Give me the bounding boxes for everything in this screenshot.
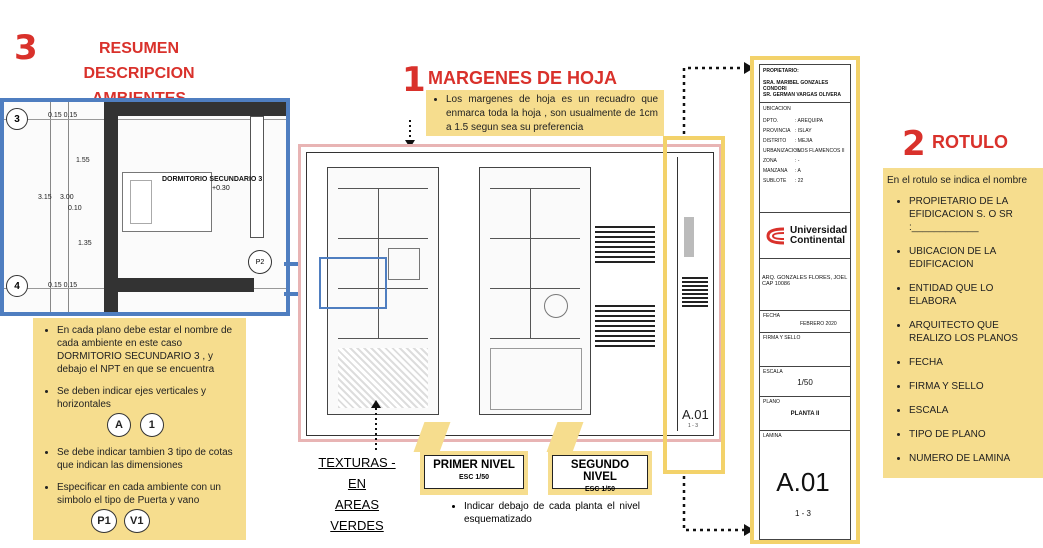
segundo-nivel-label-box bbox=[548, 451, 652, 495]
rotulo-item: • ARQUITECTO QUE REALIZO LOS PLANOS bbox=[909, 319, 1037, 345]
section2-number: 2 bbox=[902, 124, 926, 164]
university-logo-icon bbox=[764, 226, 788, 246]
door-symbol-v1: V1 bbox=[124, 509, 150, 533]
rotulo-arquitecto: ARQ. GONZALES FLORES, JOEL CAP 10086 bbox=[760, 259, 850, 311]
axis-examples bbox=[57, 413, 238, 437]
rotulo-item: • ESCALA bbox=[909, 404, 1037, 417]
primer-nivel-label-box bbox=[420, 451, 528, 495]
rotulo-propietario: PROPIETARIO: SRA. MARIBEL GONZALES CONDORI SR. GERMAN VARGAS OLIVERA bbox=[760, 65, 850, 103]
note-item-room-name: • En cada plano debe estar el nombre de cada ambiente en este caso DORMITORIO SECUNDARIO 3 , y debajo el NPT en que se encuentra bbox=[57, 324, 238, 376]
wall bbox=[104, 278, 254, 292]
detail-highlight-box bbox=[319, 257, 387, 309]
rotulo-item: • NUMERO DE LAMINA bbox=[909, 452, 1037, 465]
rotulo-inner bbox=[759, 64, 851, 540]
sheet-inner-frame bbox=[306, 152, 714, 436]
dimension-top: 0.15 0.15 bbox=[48, 112, 78, 119]
sheet-lamina-sub: 1 - 3 bbox=[688, 423, 699, 429]
rotulo-item: • TIPO DE PLANO bbox=[909, 428, 1037, 441]
axis-line-horizontal bbox=[4, 119, 290, 120]
note-item-dimensions: • Se debe indicar tambien 3 tipo de cotas que indican las dimensiones bbox=[57, 446, 238, 472]
sheet-lamina: A.01 bbox=[682, 407, 709, 422]
section1-title: MARGENES DE HOJA bbox=[428, 68, 618, 88]
rotulo-fecha: FECHA FEBRERO 2020 bbox=[760, 311, 850, 333]
rotulo-title-block bbox=[750, 56, 860, 544]
rotulo-fields: DPTO. : AREQUIPA PROVINCIA : ISLAY DISTRITO : MEJIA URBANIZACION : LOS FLAMENCOS II ZONA : - MANZANA : A SUBLOTE : 22 bbox=[763, 118, 845, 184]
axis-bubble-a: A bbox=[107, 413, 131, 437]
dotted-connector bbox=[672, 58, 756, 548]
university-logo: Universidad Continental bbox=[760, 213, 850, 259]
note-item-door-symbols: • Especificar en cada ambiente con un simbolo el tipo de Puerta y vano P1 V1 bbox=[57, 481, 238, 533]
texturas-pointer bbox=[366, 398, 386, 450]
schedule-table bbox=[595, 303, 655, 347]
second-floor-plan bbox=[479, 167, 591, 415]
rotulo-item: • ENTIDAD QUE LO ELABORA bbox=[909, 282, 1037, 308]
rotulo-item: • FECHA bbox=[909, 356, 1037, 369]
section1-number: 1 bbox=[402, 60, 426, 100]
rotulo-note-box bbox=[883, 168, 1043, 478]
rotulo-intro: En el rotulo se indica el nombre bbox=[887, 175, 1028, 186]
section1-note-text: • Los margenes de hoja es un recuadro que enmarca toda la hoja , son usualmente de 1cm a 1.5 segun sea su preferencia bbox=[446, 93, 658, 135]
dimension-2: 3.15 bbox=[38, 194, 52, 201]
section2-title: ROTULO bbox=[932, 132, 1008, 152]
segundo-nivel-scale: ESC 1/50 bbox=[585, 486, 615, 493]
axis-bubble-1: 1 bbox=[140, 413, 164, 437]
rotulo-firma: FIRMA Y SELLO bbox=[760, 333, 850, 367]
rotulo-lamina-number: A.01 bbox=[776, 467, 830, 497]
texturas-label: TEXTURAS - EN AREAS VERDES bbox=[318, 455, 396, 533]
segundo-nivel-title: SEGUNDO NIVEL bbox=[570, 459, 630, 483]
note-item-axes: • Se deben indicar ejes verticales y horizontales A 1 bbox=[57, 385, 238, 437]
primer-nivel-scale: ESC 1/50 bbox=[459, 474, 489, 481]
bottom-note: • Indicar debajo de cada planta el nivel esquematizado bbox=[450, 500, 640, 526]
section3-number: 3 bbox=[14, 28, 38, 68]
dimension-3: 3.00 bbox=[60, 194, 74, 201]
primer-nivel-title: PRIMER NIVEL bbox=[433, 459, 515, 471]
dimension-4: 0.10 bbox=[68, 205, 82, 212]
door-symbol-p1: P1 bbox=[91, 509, 117, 533]
axis-bubble-4: 4 bbox=[6, 275, 28, 297]
rotulo-item: • UBICACION DE LA EDIFICACION bbox=[909, 245, 1037, 271]
door-examples bbox=[57, 509, 238, 533]
section1-note bbox=[426, 90, 664, 136]
rotulo-plano: PLANO PLANTA II bbox=[760, 397, 850, 431]
npt-label: +0.30 bbox=[212, 185, 230, 192]
section3-title-line1: RESUMEN DESCRIPCION bbox=[83, 40, 195, 82]
section3-header bbox=[14, 28, 38, 68]
pillow bbox=[130, 180, 152, 224]
rotulo-item: • PROPIETARIO DE LA EFIDICACION S. O SR :____________ bbox=[909, 195, 1037, 234]
rotulo-ubicacion: UBICACION DPTO. : AREQUIPA PROVINCIA : ISLAY DISTRITO : MEJIA URBANIZACION : LOS FLAMENCOS II ZONA : - MANZANA : A SUBLOTE : 22 bbox=[760, 103, 850, 213]
axis-bubble-3: 3 bbox=[6, 108, 28, 130]
door-symbol-p2: P2 bbox=[248, 250, 272, 274]
schedule-table bbox=[595, 223, 655, 263]
dimension-bottom: 0.15 0.15 bbox=[48, 282, 78, 289]
rotulo-lamina: LAMINA A.01 1 - 3 bbox=[760, 431, 850, 531]
dimension-1: 1.55 bbox=[76, 157, 90, 164]
dimension-5: 1.35 bbox=[78, 240, 92, 247]
wall bbox=[104, 102, 290, 116]
left-note-box bbox=[33, 318, 246, 540]
rotulo-item: • FIRMA Y SELLO bbox=[909, 380, 1037, 393]
room-name-label: DORMITORIO SECUNDARIO 3 bbox=[162, 176, 263, 183]
room-detail-plan bbox=[0, 98, 290, 316]
rotulo-escala: ESCALA 1/50 bbox=[760, 367, 850, 397]
